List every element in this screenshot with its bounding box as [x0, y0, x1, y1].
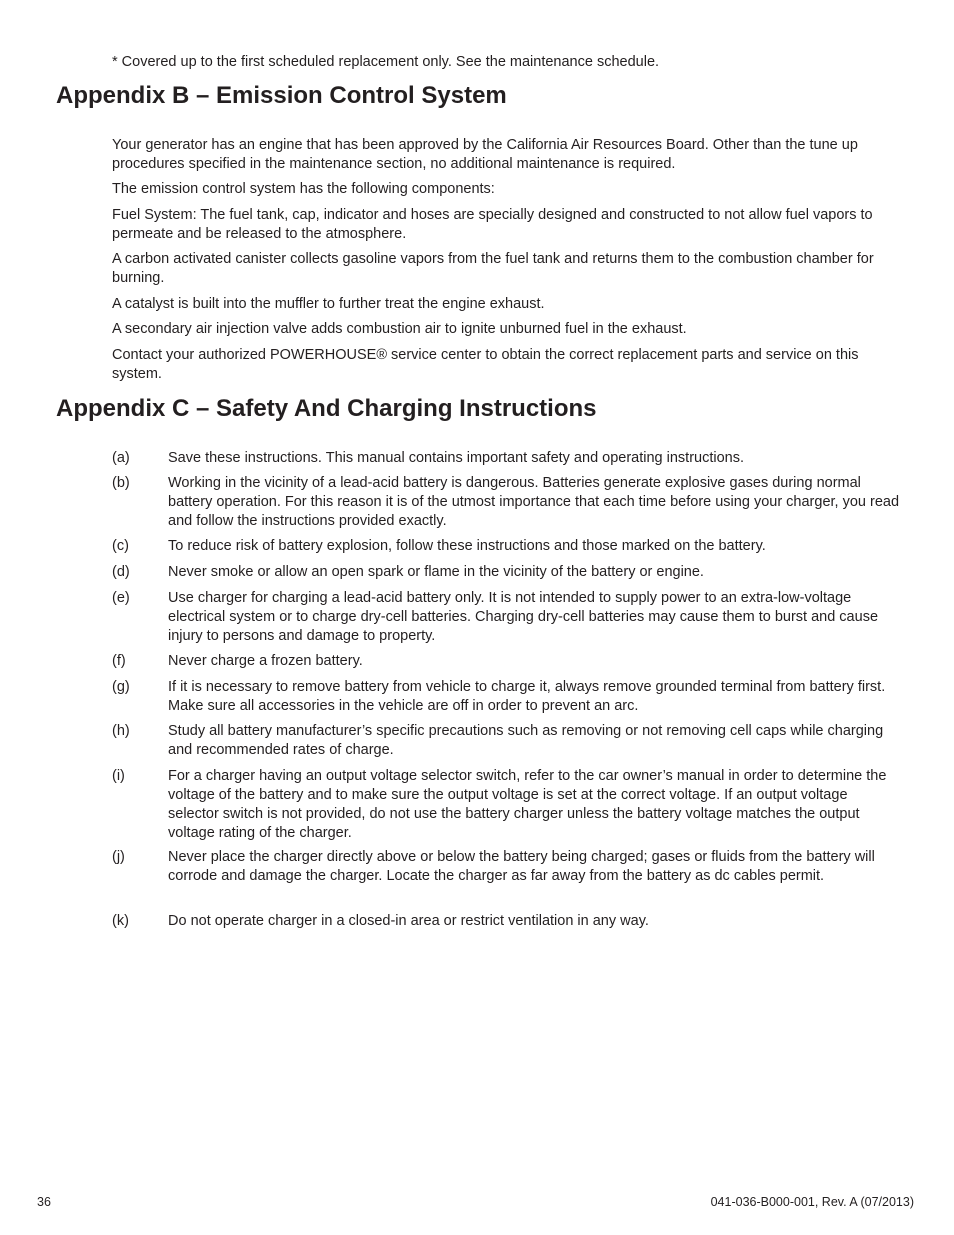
list-item-marker: (a)	[112, 450, 130, 466]
list-item-text: Save these instructions. This manual contains important safety and operating instructions.	[168, 450, 745, 466]
list-item-text: Never charge a frozen battery.	[168, 653, 363, 669]
list-item-text: Never smoke or allow an open spark or flame in the vicinity of the battery or engine.	[168, 564, 704, 580]
list-item-text: Working in the vicinity of a lead-acid battery is dangerous. Batteries generate explosive gases during normal battery operation. For this reason it is of the utmost importance that each time before using your charger, you read and follow the instructions provided exactly.	[168, 475, 900, 529]
appendix-b-paragraph: A secondary air injection valve adds combustion air to ignite unburned fuel in the exhaust.	[112, 321, 687, 337]
list-item-marker: (h)	[112, 723, 130, 739]
list-item-text: Do not operate charger in a closed-in area or restrict ventilation in any way.	[168, 913, 649, 929]
footnote: * Covered up to the first scheduled replacement only. See the maintenance schedule.	[112, 54, 660, 70]
list-item-marker: (k)	[112, 913, 129, 929]
list-item-text: If it is necessary to remove battery from vehicle to charge it, always remove grounded terminal from battery first. Make sure all accessories in the vehicle are off in order to prevent an arc.	[168, 679, 886, 714]
appendix-b-paragraph: A carbon activated canister collects gasoline vapors from the fuel tank and returns them to the combustion chamber for burning.	[112, 251, 874, 286]
appendix-b-paragraph: Contact your authorized POWERHOUSE® service center to obtain the correct replacement parts and service on this system.	[112, 347, 859, 382]
list-item-text: Study all battery manufacturer’s specific precautions such as removing or not removing cell caps while charging and recommended rates of charge.	[168, 723, 884, 758]
list-item-marker: (f)	[112, 653, 126, 669]
page-number: 36	[37, 1195, 51, 1209]
list-item-marker: (d)	[112, 564, 130, 580]
list-item-marker: (c)	[112, 538, 129, 554]
appendix-b-paragraph: The emission control system has the following components:	[112, 181, 495, 197]
list-item-marker: (i)	[112, 768, 125, 784]
appendix-b-paragraph: A catalyst is built into the muffler to further treat the engine exhaust.	[112, 296, 545, 312]
document-id: 041-036-B000-001, Rev. A (07/2013)	[710, 1195, 914, 1209]
list-item-text: For a charger having an output voltage selector switch, refer to the car owner’s manual in order to determine the voltage of the battery and to make sure the output voltage is set at the correct voltage. If an output voltage selector switch is not provided, do not use the battery charger unless the battery voltage matches the output voltage rating of the charger.	[168, 768, 887, 841]
list-item-marker: (e)	[112, 590, 130, 606]
list-item-text: Use charger for charging a lead-acid battery only. It is not intended to supply power to an extra-low-voltage electrical system or to charge dry-cell batteries. Charging dry-cell batteries may cause them to burst and cause injury to persons and damage to property.	[168, 590, 879, 644]
appendix-b-heading: Appendix B – Emission Control System	[56, 82, 507, 109]
list-item-text: Never place the charger directly above or below the battery being charged; gases or fluids from the battery will corrode and damage the charger. Locate the charger as far away from the battery as dc cables permit.	[168, 849, 875, 884]
list-item-marker: (g)	[112, 679, 130, 695]
list-item-marker: (b)	[112, 475, 130, 491]
appendix-b-paragraph: Your generator has an engine that has been approved by the California Air Resources Board. Other than the tune up procedures specified in the maintenance section, no additional maintenance is required.	[112, 137, 858, 172]
list-item-text: To reduce risk of battery explosion, follow these instructions and those marked on the battery.	[168, 538, 766, 554]
list-item-marker: (j)	[112, 849, 125, 865]
appendix-c-heading: Appendix C – Safety And Charging Instructions	[56, 395, 597, 422]
appendix-b-paragraph: Fuel System: The fuel tank, cap, indicator and hoses are specially designed and constructed to not allow fuel vapors to permeate and be released to the atmosphere.	[112, 207, 873, 242]
